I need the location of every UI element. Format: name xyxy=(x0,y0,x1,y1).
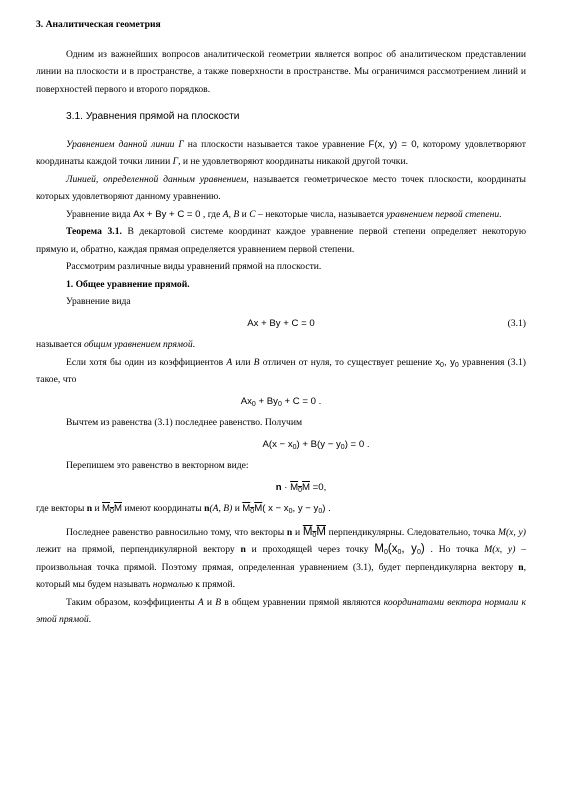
definition-equation-line-paragraph: Линией, определенной данным уравнением, называется геометрическое место точек плоскости, координаты которых удовлетворяют данному уравнению. xyxy=(36,173,526,202)
conclusion-paragraph: Таким образом, коэффициенты A и B в общем уравнении прямой являются координатами вектора нормали к этой прямой. xyxy=(36,596,527,625)
formula-linear: Ax + By + C = 0 xyxy=(133,208,201,220)
subtract-paragraph: Вычтем из равенства (3.1) последнее равенство. Получим xyxy=(66,417,303,428)
term-general-equation: общим уравнением прямой xyxy=(83,339,193,350)
equation-point-substitution: $Ax_0 + By_0 + C = 0$ . xyxy=(240,395,322,408)
equation-3-1 xyxy=(36,315,526,333)
subsection-title: 3.1. Уравнения прямой на плоскости xyxy=(66,111,240,122)
general-equation-paragraph: называется общим уравнением прямой. xyxy=(36,339,196,350)
vector-coords-paragraph: где векторы n и $M_0M$ имеют координаты n(A, B) и $M_0M$( $x - x_0$, $y - y_0$) . xyxy=(36,503,331,515)
section-title: 3. Аналитическая геометрия xyxy=(36,19,161,30)
formula-x0-y0: $x_0$, $y_0$ xyxy=(435,356,459,369)
term-line-equation: Уравнением данной линии Г xyxy=(66,138,184,150)
equation-form-paragraph: Уравнение вида xyxy=(66,296,131,307)
theorem-paragraph: Теорема 3.1. В декартовой системе координат каждое уравнение первой степени определяет некоторую прямую и, обратно, каждая прямая определяется уравнением первой степени. xyxy=(36,226,526,255)
formula-fxy: F(x, y) = 0 xyxy=(368,138,417,150)
term-line-defined: Линией, определенной данным уравнением xyxy=(66,173,247,185)
equation-dot-product: $n \cdot M_0M =0$, xyxy=(275,481,327,494)
first-degree-paragraph: Уравнение вида Ax + By + C = 0 , где A, B и C – некоторые числа, называется уравнением первой степени. xyxy=(66,208,502,220)
perpendicular-paragraph: Последнее равенство равносильно тому, что векторы n и $M_0M$ перпендикулярны. Следовательно, точка M(x, y) лежит на прямой, перпендикулярной вектору n и проходящей через точку $M_0(x_0$, $y_0$) . Но точка M(x, y) – произвольная точка прямой. Поэтому прямая, определенная уравнением (3.1), будет перпендикулярна вектору n, который мы будем называть нормалью к прямой. xyxy=(36,525,527,590)
equation-difference: $A(x - x_0) + B(y - y_0) = 0$ . xyxy=(262,438,370,451)
term-normal-coords: координатами вектора нормали к этой прямой xyxy=(36,596,527,625)
solution-paragraph: Если хотя бы один из коэффициентов A или B отличен от нуля, то существует решение $x_0$, $y_0$ уравнения (3.1) такое, что xyxy=(36,356,526,385)
consider-paragraph: Рассмотрим различные виды уравнений прямой на плоскости. xyxy=(66,261,322,272)
equation-3-1-expr: Ax + By + C = 0 xyxy=(247,317,315,329)
vector-m0m: $M_0M$ xyxy=(290,481,311,494)
vector-form-paragraph: Перепишем это равенство в векторном виде: xyxy=(66,460,249,471)
definition-line-paragraph: Уравнением данной линии Г на плоскости называется такое уравнение F(x, y) = 0, которому удовлетворяют координаты каждой точки линии Г, и не удовлетворяют координаты никакой другой точки. xyxy=(36,138,526,167)
theorem-label: Теорема 3.1. xyxy=(66,226,122,237)
term-normal: нормалью xyxy=(152,579,193,590)
intro-paragraph: Одним из важнейших вопросов аналитической геометрии является вопрос об аналитическом представлении линии на плоскости и в пространстве, а также поверхности в пространстве. Мы ограничимся рассмотрением линий и поверхностей первого и второго порядков. xyxy=(36,48,526,95)
formula-point-m0: $M_0(x_0$, $y_0$) xyxy=(374,543,425,556)
term-first-degree: уравнением первой степени xyxy=(386,208,500,220)
item1-title: 1. Общее уравнение прямой. xyxy=(66,278,190,290)
equation-3-1-number: (3.1) xyxy=(507,317,526,329)
